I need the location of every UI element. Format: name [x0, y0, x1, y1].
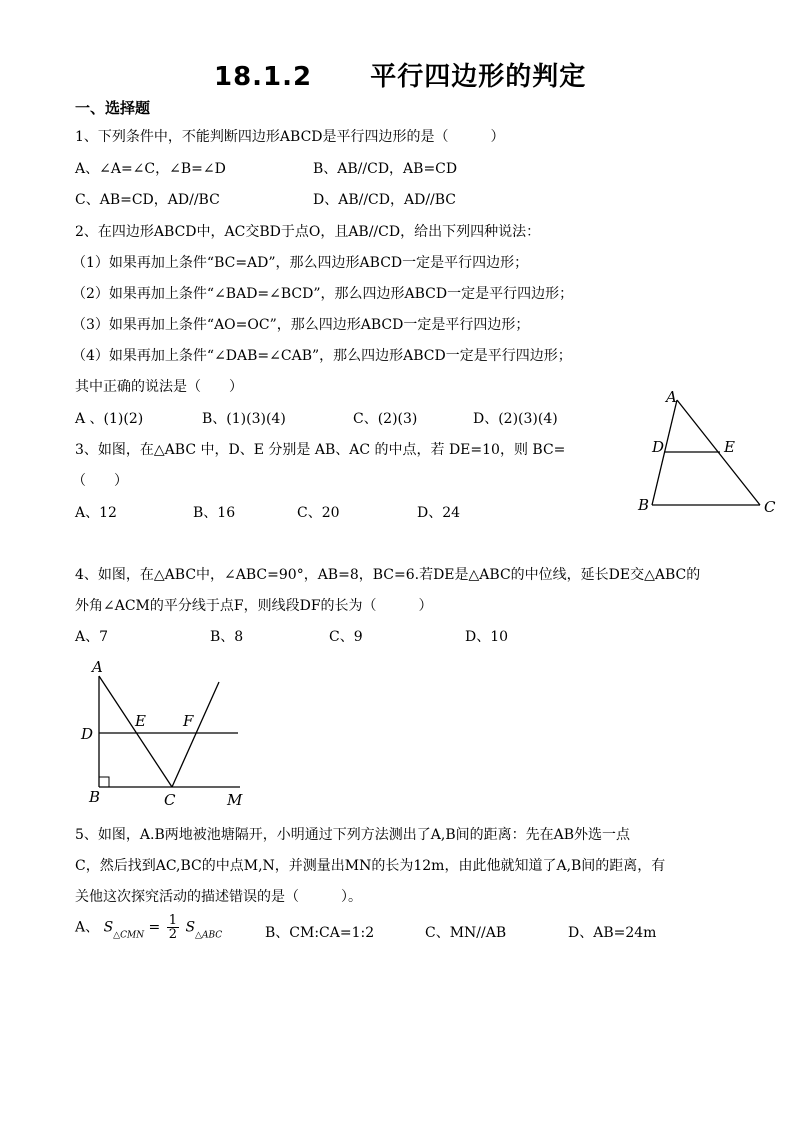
label-b: B — [89, 788, 101, 806]
q2-statement-4: （4）如果再加上条件“∠DAB=∠CAB”，那么四边形ABCD一定是平行四边形； — [72, 348, 572, 364]
q4-stem-line-2: 外角∠ACM的平分线于点F，则线段DF的长为（ ） — [75, 598, 433, 614]
title-number: 18.1.2 — [214, 62, 313, 92]
segment-ac — [99, 676, 172, 787]
q2-stem: 2、在四边形ABCD中，AC交BD于点O，且AB//CD，给出下列四种说法： — [75, 224, 541, 240]
title-text: 平行四边形的判定 — [370, 62, 587, 92]
q2-option-c: C、(2)(3) — [353, 411, 418, 427]
q3-triangle-figure — [630, 388, 780, 520]
bisector-cf — [172, 682, 219, 787]
label-m: M — [227, 791, 243, 809]
label-b: B — [638, 496, 650, 514]
q5-stem-line-3: 关他这次探究活动的描述错误的是（ ）。 — [75, 889, 362, 905]
q3-option-b: B、16 — [193, 505, 236, 521]
label-d: D — [652, 438, 665, 456]
right-angle-mark — [99, 777, 109, 787]
q5-option-a-prefix: A、 — [75, 919, 100, 936]
section-heading: 一、选择题 — [75, 99, 151, 117]
q2-option-d: D、(2)(3)(4) — [473, 411, 558, 427]
q4-stem-line-1: 4、如图，在△ABC中，∠ABC=90°，AB=8，BC=6.若DE是△ABC的中位线，延长DE交△ABC的 — [75, 567, 701, 583]
q2-statement-2: （2）如果再加上条件“∠BAD=∠BCD”，那么四边形ABCD一定是平行四边形； — [72, 286, 574, 302]
q1-option-a: A、∠A=∠C，∠B=∠D — [75, 161, 226, 177]
label-c: C — [764, 498, 776, 516]
q5-option-a — [75, 914, 222, 945]
q4-option-b: B、8 — [210, 629, 244, 645]
q5-stem-line-2: C，然后找到AC,BC的中点M,N，并测量出MN的长为12m，由此他就知道了A,B间的距离，有 — [75, 858, 666, 874]
q3-option-a: A、12 — [75, 505, 117, 521]
q4-option-d: D、10 — [465, 629, 509, 645]
q3-option-c: C、20 — [297, 505, 340, 521]
label-a: A — [92, 658, 103, 676]
q5-option-c: C、MN//AB — [425, 925, 507, 941]
q2-statement-1: （1）如果再加上条件“BC=AD”，那么四边形ABCD一定是平行四边形； — [72, 255, 529, 271]
fraction-denominator: 2 — [168, 927, 177, 942]
q2-statement-3: （3）如果再加上条件“AO=OC”，那么四边形ABCD一定是平行四边形； — [72, 317, 530, 333]
q2-option-b: B、(1)(3)(4) — [202, 411, 286, 427]
q1-stem: 1、下列条件中，不能判断四边形ABCD是平行四边形的是（ ） — [75, 129, 505, 145]
fraction-one-half — [167, 914, 179, 941]
label-e: E — [135, 712, 146, 730]
q5-stem-line-1: 5、如图，A.B两地被池塘隔开，小明通过下列方法测出了A,B间的距离：先在AB外选一点 — [75, 827, 631, 843]
q1-option-b: B、AB//CD，AB=CD — [313, 161, 458, 177]
q1-option-d: D、AB//CD，AD//BC — [313, 192, 457, 208]
q4-option-c: C、9 — [329, 629, 363, 645]
area-subscript-cmn: △CMN — [113, 930, 145, 941]
label-e: E — [724, 438, 735, 456]
q3-stem: 3、如图，在△ABC 中，D、E 分别是 AB、AC 的中点，若 DE=10，则 BC= — [75, 442, 566, 458]
label-c: C — [164, 791, 176, 809]
label-d: D — [81, 725, 94, 743]
q1-option-c: C、AB=CD，AD//BC — [75, 192, 220, 208]
area-symbol: S — [185, 919, 196, 936]
area-subscript-abc: △ABC — [195, 930, 223, 941]
equals-sign: = — [148, 919, 161, 936]
q5-option-b: B、CM:CA=1:2 — [265, 925, 375, 941]
area-symbol: S — [103, 919, 114, 936]
q4-option-a: A、7 — [75, 629, 109, 645]
fraction-numerator: 1 — [168, 913, 177, 928]
q3-paren: （ ） — [72, 473, 128, 489]
q4-triangle-figure — [78, 656, 258, 812]
label-f: F — [183, 712, 194, 730]
q2-ask: 其中正确的说法是（ ） — [75, 379, 243, 395]
q3-option-d: D、24 — [417, 505, 461, 521]
page-title — [214, 56, 586, 93]
label-a: A — [666, 388, 677, 406]
q5-option-d: D、AB=24m — [568, 925, 657, 941]
q2-option-a: A 、(1)(2) — [75, 411, 144, 427]
